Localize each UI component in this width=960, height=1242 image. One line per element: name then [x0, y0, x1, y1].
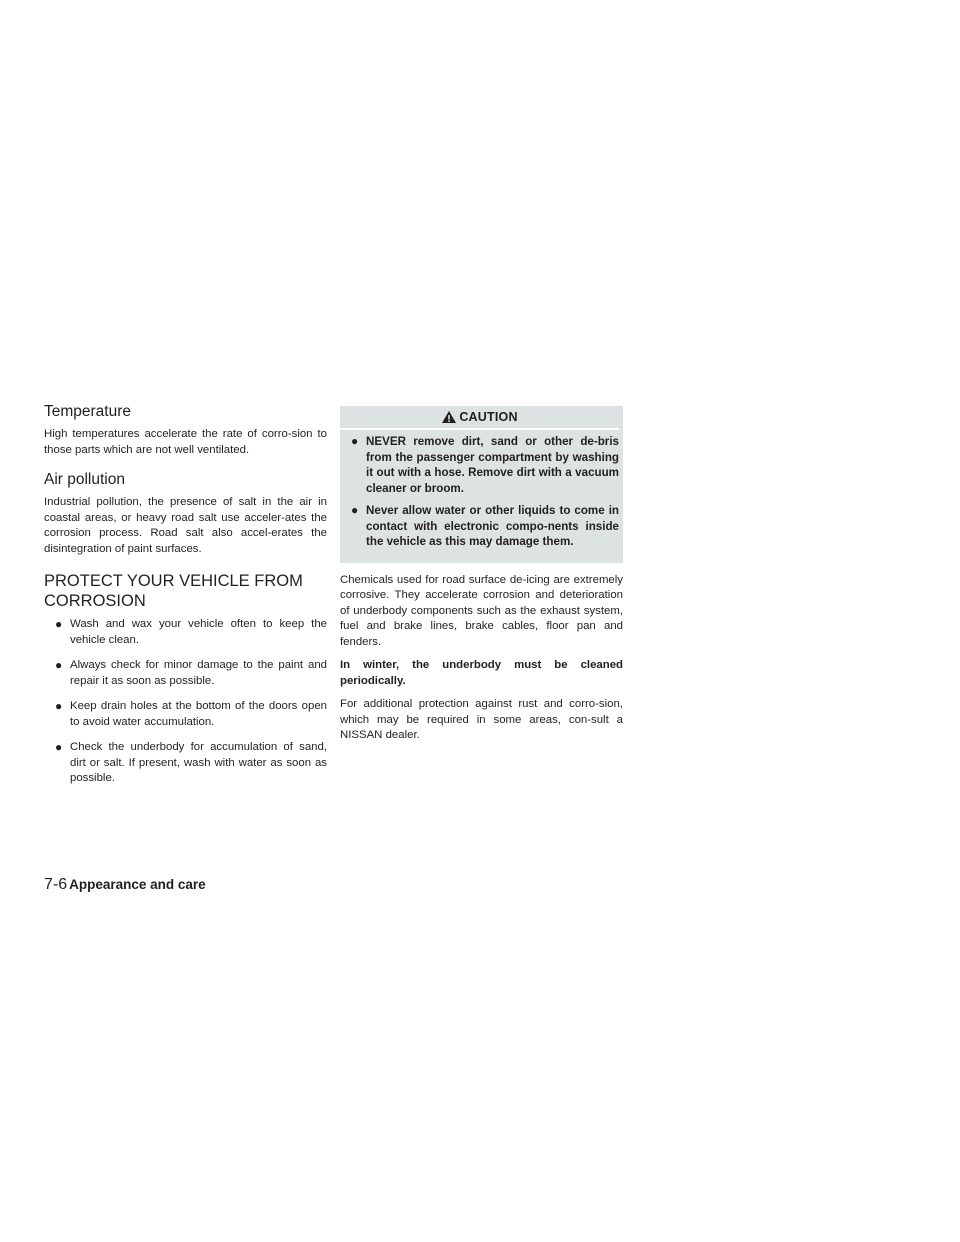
- list-item: [44, 658, 327, 689]
- warning-triangle-icon: [441, 410, 457, 424]
- page-number: 7-6: [44, 876, 68, 893]
- additional-protection-text: For additional protection against rust and corro-sion, which may be required in some areas, con-sult a NISSAN dealer.: [340, 698, 623, 741]
- bullet-icon: ●: [351, 503, 359, 517]
- bullet-text: Keep drain holes at the bottom of the doors open to avoid water accumulation.: [70, 700, 327, 728]
- bullet-text: Wash and wax your vehicle often to keep the vehicle clean.: [70, 618, 327, 646]
- list-item: [44, 617, 327, 648]
- protect-heading-line2: CORROSION: [44, 592, 146, 610]
- list-item: [340, 434, 619, 496]
- caution-text: Never allow water or other liquids to come in contact with electronic compo-nents inside the vehicle as this may damage them.: [366, 504, 619, 548]
- temperature-heading: Temperature: [44, 403, 132, 420]
- air-pollution-text: Industrial pollution, the presence of salt in the air in coastal areas, or heavy road salt use acceler-ates the corrosion process. Road salt also accel-erates the disintegration of paint surfaces.: [44, 496, 327, 555]
- caution-text: NEVER remove dirt, sand or other de-bris from the passenger compartment by washing it out with a hose. Remove dirt with a vacuum cleaner or broom.: [366, 435, 619, 495]
- caution-box: [340, 406, 623, 563]
- caution-list: [340, 434, 619, 550]
- section-title: Appearance and care: [69, 877, 206, 892]
- list-item: [44, 740, 327, 787]
- left-column: [44, 402, 327, 797]
- bullet-text: Check the underbody for accumulation of sand, dirt or salt. If present, wash with water as soon as possible.: [70, 741, 327, 784]
- caution-title: CAUTION: [459, 410, 518, 424]
- protect-heading: [44, 571, 327, 611]
- air-pollution-heading: Air pollution: [44, 471, 125, 488]
- chemicals-text: Chemicals used for road surface de-icing are extremely corrosive. They accelerate corrosion and deterioration of underbody components such as the exhaust system, fuel and brake lines, brake cables, floor pan and fenders.: [340, 573, 623, 648]
- temperature-text: High temperatures accelerate the rate of corro-sion to those parts which are not well ventilated.: [44, 428, 327, 456]
- bullet-icon: ●: [351, 434, 359, 448]
- list-item: [340, 503, 619, 550]
- protect-heading-line1: PROTECT YOUR VEHICLE FROM: [44, 572, 303, 590]
- bullet-icon: ●: [55, 658, 63, 672]
- caution-header: [340, 406, 619, 430]
- bullet-icon: ●: [55, 740, 63, 754]
- page-footer: [44, 876, 206, 894]
- bullet-text: Always check for minor damage to the paint and repair it as soon as possible.: [70, 659, 327, 687]
- protect-bullet-list: [44, 617, 327, 787]
- right-column: [340, 402, 623, 752]
- bullet-icon: ●: [55, 617, 63, 631]
- winter-text: In winter, the underbody must be cleaned periodically.: [340, 659, 623, 687]
- list-item: [44, 699, 327, 730]
- bullet-icon: ●: [55, 699, 63, 713]
